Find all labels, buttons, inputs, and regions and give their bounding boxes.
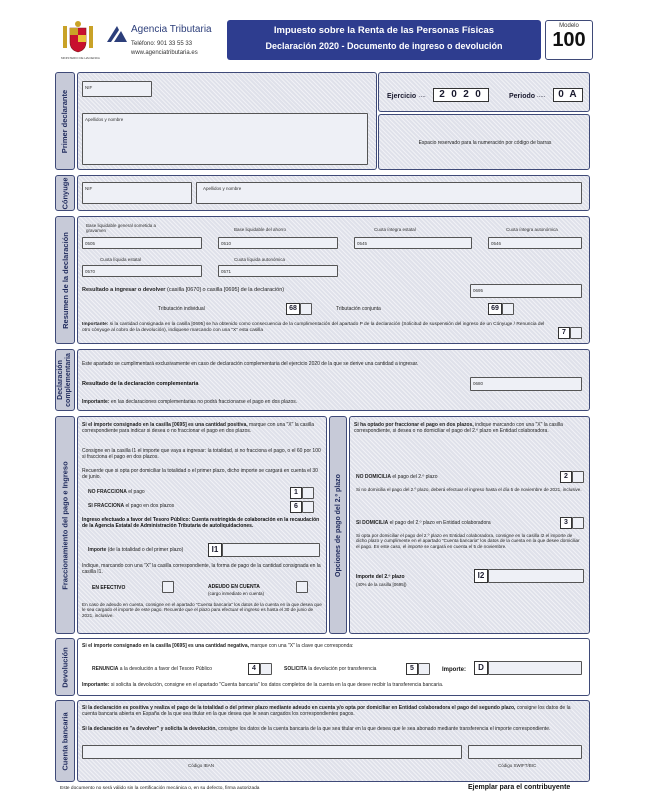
iban-label: Código IBAN [188, 763, 215, 768]
devolucion-p1-text: marque con una "X" la clave que corresponda: [250, 643, 354, 649]
frac-p1-text: marque con una "X" la casilla correspondiente para indicar si desea o no fraccionar el pago en dos plazos. [82, 422, 314, 434]
modelo-number: 100 [552, 29, 586, 51]
cuenta-section-label: Cuenta bancaria [60, 711, 70, 771]
complementaria-importante-bold: Importante: [82, 399, 110, 405]
conyuge-apellidos-label: Apellidos y nombre [203, 186, 242, 191]
renuncia-checkbox[interactable] [260, 663, 272, 675]
si-fracciona-bold: SI FRACCIONA [88, 503, 125, 509]
frac-p1 [82, 423, 324, 435]
adeudo-label: ADEUDO EN CUENTA [208, 584, 260, 590]
frac-r-p1 [354, 423, 586, 435]
importe-bold: Importe [88, 547, 107, 553]
fraccionamiento-sideband [55, 416, 75, 634]
cuota-estatal-field[interactable] [354, 237, 472, 249]
individual-checkbox[interactable] [300, 303, 312, 315]
devolucion-importe-field[interactable] [488, 661, 582, 675]
agency-name: Agencia Tributaria [131, 24, 212, 35]
fraccionamiento-left-panel [77, 416, 327, 634]
forma-pago-text: Indique, marcando con una "X" la casilla correspondiente, la forma de pago de la cantidad consignada en la casilla I1. [82, 563, 321, 575]
base-general-code: 0505 [85, 241, 96, 246]
si-domicilia-rest: el pago del 2.º plazo en Entidad colaboradora [389, 520, 491, 526]
no-domicilia-code[interactable]: 2 [560, 471, 572, 483]
modelo-label: Modelo [559, 23, 579, 29]
solicita-bold: SOLICITA [284, 666, 307, 672]
barcode-panel [378, 114, 590, 170]
ministry-text: MINISTERIO DE HACIENDA [61, 56, 100, 60]
no-fracciona-checkbox[interactable] [302, 487, 314, 499]
cuota-autonomica-code: 0546 [491, 241, 502, 246]
complementaria-panel [77, 349, 590, 411]
ejercicio-panel [378, 72, 590, 112]
no-domicilia-label [356, 475, 438, 481]
devolucion-importe-label: Importe: [442, 667, 466, 673]
modelo-box [545, 20, 593, 60]
devolucion-importante [82, 683, 582, 689]
liquida-estatal-label: Cuota líquida estatal [100, 257, 142, 262]
adeudo-checkbox[interactable] [296, 581, 308, 593]
header [55, 18, 599, 68]
resumen-importante [82, 322, 552, 333]
cuota-autonomica-label: Cuota íntegra autonómica [506, 227, 558, 232]
complementaria-intro: Este apartado se cumplimentará exclusivamente en caso de declaración complementaria del ejercicio 2020 de la que se derive una cantidad a ingresar. [82, 361, 419, 367]
form-subtitle: Declaración 2020 - Documento de ingreso o devolución [265, 41, 503, 51]
complementaria-importante-text: en las declaraciones complementarias no podrá fraccionarse el pago en dos plazos. [110, 399, 298, 405]
periodo-digit: A [569, 89, 577, 100]
base-ahorro-field[interactable] [218, 237, 338, 249]
apellidos-field[interactable] [82, 113, 368, 165]
conyuge-apellidos-field[interactable] [196, 182, 582, 204]
declarante-panel [77, 72, 377, 170]
declarante-section-label: Primer declarante [60, 89, 70, 153]
conyuge-nif-field[interactable] [82, 182, 192, 204]
liquida-estatal-code: 0570 [85, 269, 96, 274]
complementaria-resultado-field[interactable] [470, 377, 582, 391]
devolucion-importante-bold: Importante: [82, 682, 110, 688]
resumen-importante-bold: Importante: [82, 322, 109, 327]
si-domicilia-checkbox[interactable] [572, 517, 584, 529]
conyuge-sideband [55, 175, 75, 211]
liquida-autonomica-code: 0571 [221, 269, 232, 274]
complementaria-importante [82, 400, 297, 406]
no-domicilia-rest: el pago del 2.º plazo [392, 474, 438, 480]
si-domicilia-code[interactable]: 3 [560, 517, 572, 529]
si-fracciona-rest: el pago en dos plazos [125, 503, 175, 509]
complementaria-resultado-code: 0680 [473, 381, 484, 386]
barcode-note: Espacio reservado para la numeración por código de barras [418, 140, 552, 146]
importe2-label: Importe del 2.º plazo [356, 574, 405, 580]
cuenta-panel [77, 700, 590, 782]
no-domicilia-bold: NO DOMICILIA [356, 474, 391, 480]
solicita-checkbox[interactable] [418, 663, 430, 675]
devolucion-panel [77, 638, 590, 696]
segundo-plazo-section-label: Opciones de pago del 2.º plazo [334, 473, 342, 577]
cuota-autonomica-field[interactable] [488, 237, 582, 249]
cuota-estatal-label: Cuota íntegra estatal [374, 227, 416, 232]
base-general-field[interactable] [82, 237, 202, 249]
no-domicilia-note: Si no domicilia el pago del 2.º plazo, deberá efectuar el ingreso hasta el día 5 de noviembre de 2021, inclusive. [356, 487, 582, 492]
si-domicilia-label [356, 521, 491, 527]
individual-label: Tributación individual [158, 306, 205, 312]
fraccionamiento-section-label: Fraccionamiento del pago e Ingreso [60, 460, 70, 590]
devolucion-importe-code[interactable]: D [474, 661, 488, 675]
ejercicio-digit: 2 [463, 89, 469, 100]
ejercicio-digit: 2 [439, 89, 445, 100]
resultado-label-bold: Resultado a ingresar o devolver [82, 287, 166, 293]
devolucion-section-label: Devolución [60, 646, 70, 688]
conyuge-section-label: Cónyuge [60, 176, 70, 210]
solicita-label [284, 667, 376, 673]
ejercicio-field[interactable] [433, 88, 489, 102]
agency-phone: Teléfono: 901 33 55 33 [131, 41, 193, 47]
efectivo-label: EN EFECTIVO [92, 585, 126, 591]
importe-label [88, 548, 183, 554]
swift-label: Código SWIFT/BIC [498, 763, 537, 768]
importe-i1-field[interactable] [222, 543, 320, 557]
conyuge-panel [77, 175, 590, 211]
liquida-estatal-field[interactable] [82, 265, 202, 277]
complementaria-sideband [55, 349, 75, 411]
frac-r-p1-text: indique marcando con una "X" la casilla correspondiente, si desea o no domiciliar el pago del 2.º plazo en Entidad colaboradora. [354, 422, 563, 434]
cuenta-p2 [82, 727, 582, 733]
solicita-rest: la devolución por transferencia [308, 666, 377, 672]
liquida-autonomica-field[interactable] [218, 265, 338, 277]
conyuge-nif-label: NIF [85, 186, 93, 191]
periodo-digit: 0 [558, 89, 564, 100]
fraccionamiento-right-panel [349, 416, 590, 634]
cuota-estatal-code: 0545 [357, 241, 368, 246]
periodo-field[interactable] [553, 88, 583, 102]
iban-field[interactable] [82, 745, 462, 759]
swift-field[interactable] [468, 745, 582, 759]
liquida-autonomica-label: Cuota líquida autonómica [234, 257, 286, 262]
importe2-sub: (40% de la casilla [0695]) [356, 582, 407, 587]
agency-logo-icon [105, 24, 129, 46]
devolucion-sideband [55, 638, 75, 696]
ejercicio-dots: .... [419, 93, 426, 99]
importe-i2-code[interactable]: I2 [474, 569, 488, 583]
importante-checkbox[interactable] [570, 327, 582, 339]
no-fracciona-bold: NO FRACCIONA [88, 489, 127, 495]
apellidos-label: Apellidos y nombre [85, 117, 124, 122]
agency-web: www.agenciatributaria.es [131, 50, 198, 56]
adeudo-note: En caso de adeudo en cuenta, consigne en el apartado "Cuenta bancaria" los datos de la cuenta en la que desea que le sea cargado el importe de este pago. Recuerde que el plazo para efectuar el ingreso es hasta el 30 de junio de 2021, inclusive. [82, 602, 322, 618]
cuenta-p1-text: consigne los datos de la cuenta bancaria abierta en España de la que sea titular en la que desea que le sean cargados los correspondientes pagos. [82, 705, 571, 717]
ejercicio-label: Ejercicio [387, 93, 417, 100]
complementaria-resultado-label: Resultado de la declaración complementaria [82, 381, 199, 387]
devolucion-p1 [82, 644, 582, 650]
cuenta-p2-text: consigne los datos de la cuenta bancaria de la que sea titular en la que desea que le sea abonado mediante transferencia el importe correspondiente. [218, 726, 551, 732]
title-band [227, 20, 541, 60]
conjunta-checkbox[interactable] [502, 303, 514, 315]
no-domicilia-checkbox[interactable] [572, 471, 584, 483]
efectivo-checkbox[interactable] [162, 581, 174, 593]
no-fracciona-code[interactable]: 1 [290, 487, 302, 499]
no-fracciona-label [88, 490, 145, 496]
renuncia-code[interactable]: 4 [248, 663, 260, 675]
ejercicio-digit: 0 [475, 89, 481, 100]
solicita-code[interactable]: 5 [406, 663, 418, 675]
si-fracciona-label [88, 504, 174, 510]
devolucion-p1-bold: Si el importe consignado en la casilla [0695] es una cantidad negativa, [82, 643, 249, 649]
resumen-panel [77, 216, 590, 344]
complementaria-section-label [57, 353, 73, 407]
form-title: Impuesto sobre la Renta de las Personas Físicas [273, 25, 495, 36]
no-fracciona-rest: el pago [128, 489, 145, 495]
ingreso-heading: Ingreso efectuado a favor del Tesoro Público: Cuenta restringida de colaboración en la recaudación de la Agencia Estatal de Administración Tributaria de autoliquidaciones. [82, 517, 320, 529]
ejercicio-digit: 0 [451, 89, 457, 100]
devolucion-importante-text: si solicita la devolución, consigne en el apartado "Cuenta bancaria" los datos completos de la cuenta en la que desee recibir la transferencia bancaria. [110, 682, 444, 688]
segundo-plazo-sideband [329, 416, 347, 634]
nif-field[interactable] [82, 81, 152, 97]
adeudo-sub: (cargo inmediato en cuenta) [208, 591, 265, 596]
coat-of-arms-logo [61, 20, 100, 60]
frac-p1-bold: Si el importe consignado en la casilla [0695] es una cantidad positiva, [82, 422, 248, 428]
complementaria-label-1: Declaración [57, 360, 64, 400]
cuenta-p1-bold: Si la declaración es positiva y realiza el pago de la totalidad o del primer plazo mediante adeudo en cuenta y/o opta por domiciliar en Entidad colaboradora el pago del segundo plazo, [82, 705, 516, 711]
footer-copy-label: Ejemplar para el contribuyente [468, 784, 571, 791]
declarante-sideband [55, 72, 75, 170]
cuenta-p2-bold: Si la declaración es "a devolver" y solicita la devolución, [82, 726, 217, 732]
resumen-section-label: Resumen de la declaración [60, 231, 70, 329]
importe-i2-field[interactable] [488, 569, 584, 583]
periodo-label: Periodo [509, 93, 536, 100]
resultado-label [82, 287, 284, 293]
base-ahorro-code: 0510 [221, 241, 232, 246]
renuncia-bold: RENUNCIA [92, 666, 119, 672]
conjunta-label: Tributación conjunta [336, 306, 381, 312]
resultado-field[interactable] [470, 284, 582, 298]
nif-label: NIF [85, 85, 93, 90]
resultado-label-rest: (casilla [0670] o casilla [0695] de la declaración) [166, 287, 285, 293]
footer-note: Este documento no será válido sin la certificación mecánica o, en su defecto, firma autorizada [60, 786, 260, 791]
base-ahorro-label: Base liquidable del ahorro [234, 227, 287, 232]
si-fracciona-checkbox[interactable] [302, 501, 314, 513]
base-general-label: Base liquidable general sometida a gravamen [86, 223, 157, 233]
renuncia-rest: a la devolución a favor del Tesoro Público [119, 666, 212, 672]
si-domicilia-note: Si opta por domiciliar el pago del 2.º plazo en Entidad colaboradora, consigne en la casilla I2 el importe de dicho plazo y cumplimente en el apartado "Cuenta bancaria" los datos de la cuenta en la que desee domiciliar el pago. En este caso, el importe se cargará en cuenta el 5 de noviembre. [356, 533, 580, 549]
periodo-dots: ..... [537, 93, 546, 99]
frac-p2: Consigne en la casilla I1 el importe que vaya a ingresar: la totalidad, si no fracciona el pago, o el 60 por 100 si fracciona el pago en dos plazos. [82, 448, 321, 460]
cuenta-p1 [82, 706, 582, 718]
importe-rest: (de la totalidad o del primer plazo) [107, 547, 184, 553]
individual-code[interactable]: 68 [286, 303, 300, 315]
importante-code[interactable]: 7 [558, 327, 570, 339]
resultado-code: 0695 [473, 288, 484, 293]
frac-p3: Recuerde que si opta por domiciliar la totalidad o el primer plazo, dicho importe se cargará en cuenta el 30 de junio. [82, 468, 318, 480]
resumen-sideband [55, 216, 75, 344]
frac-r-p1-bold: Si ha optado por fraccionar el pago en dos plazos, [354, 422, 474, 428]
renuncia-label [92, 667, 212, 673]
si-fracciona-code[interactable]: 6 [290, 501, 302, 513]
conjunta-code[interactable]: 69 [488, 303, 502, 315]
resumen-importante-text: si la cantidad consignada en la casilla [0695] se ha obtenido como consecuencia de la cumplimentación del apartado P de la declaración (Solicitud de suspensión del ingreso de un Cónyuge / Renuncia del otro cónyuge al cobro de la devolución), indiquese marcando con una "X" esta casilla [82, 322, 545, 333]
si-domicilia-bold: SI DOMICILIA [356, 520, 389, 526]
importe-i1-code[interactable]: I1 [208, 543, 222, 557]
cuenta-sideband [55, 700, 75, 782]
complementaria-label-2: complementaria [65, 353, 72, 407]
